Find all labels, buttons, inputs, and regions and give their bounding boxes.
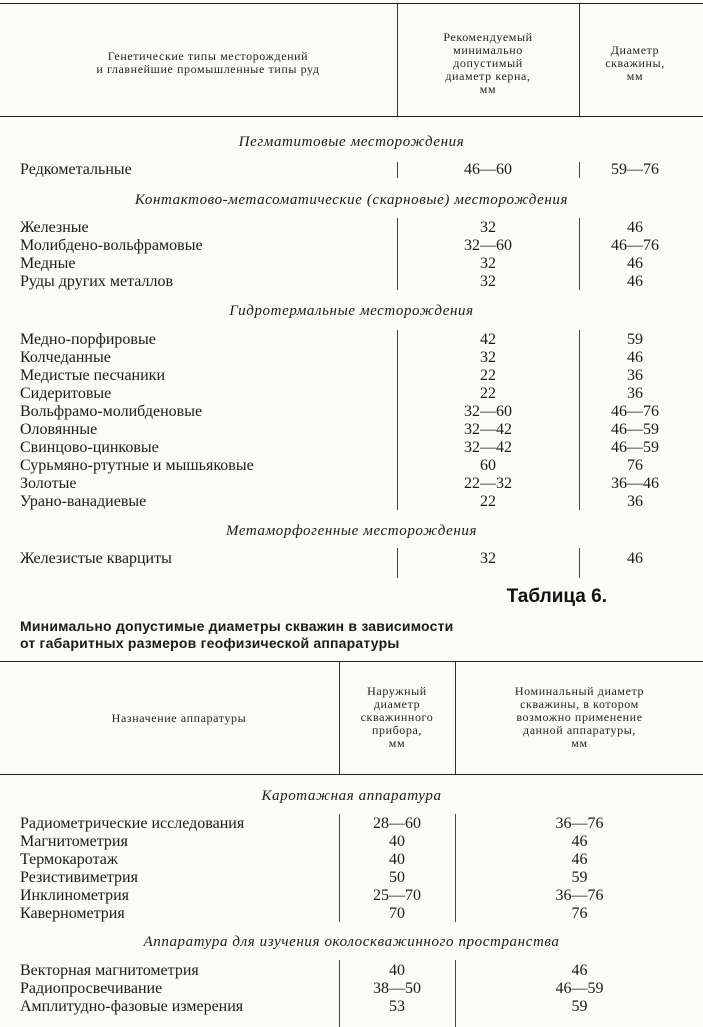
row-name: Золотые — [20, 475, 77, 492]
row-nominal-diameter: 36—76 — [555, 887, 604, 904]
row-well-diameter: 46 — [627, 550, 643, 567]
table-row — [0, 219, 703, 237]
row-nominal-diameter: 46 — [571, 851, 588, 868]
row-name: Железистые кварциты — [20, 550, 172, 567]
row-name: Радиометрические исследования — [20, 815, 245, 832]
column-divider-tick — [397, 162, 398, 178]
row-core-diameter: 32—42 — [464, 439, 512, 456]
row-name: Медно-порфировые — [20, 331, 156, 348]
column-divider-tick — [455, 814, 456, 922]
row-name: Медистые песчаники — [20, 367, 166, 384]
table-row — [0, 457, 703, 475]
row-core-diameter: 32 — [480, 219, 496, 236]
row-name: Железные — [20, 219, 89, 236]
row-well-diameter: 46—59 — [611, 421, 659, 438]
table-row — [0, 815, 703, 833]
table-row — [0, 385, 703, 403]
row-outer-diameter: 28—60 — [373, 815, 421, 832]
table6-title-line-2: от габаритных размеров геофизической аппаратуры — [20, 635, 400, 651]
table-row — [0, 349, 703, 367]
row-name: Колчеданные — [20, 349, 111, 366]
column-divider-tick — [339, 960, 340, 1027]
table5-section-title: Контактово-метасоматические (скарновые) месторождения — [134, 192, 569, 208]
column-divider-tick — [339, 814, 340, 922]
table-row — [0, 833, 703, 851]
row-core-diameter: 32 — [480, 349, 496, 366]
row-outer-diameter: 25—70 — [373, 887, 421, 904]
row-name: Резистивиметрия — [20, 869, 138, 886]
row-name: Руды других металлов — [20, 273, 174, 290]
row-name: Радиопросвечивание — [20, 980, 163, 997]
row-core-diameter: 22 — [480, 493, 496, 510]
row-core-diameter: 32—60 — [464, 403, 512, 420]
table-row — [0, 851, 703, 869]
row-nominal-diameter: 46—59 — [555, 980, 604, 997]
row-core-diameter: 22—32 — [464, 475, 512, 492]
table-row — [0, 237, 703, 255]
column-divider-tick — [397, 330, 398, 510]
row-well-diameter: 36—46 — [611, 475, 659, 492]
table-row — [0, 255, 703, 273]
row-core-diameter: 46—60 — [464, 161, 512, 178]
row-core-diameter: 32 — [480, 550, 496, 567]
table-row — [0, 493, 703, 511]
row-well-diameter: 76 — [627, 457, 643, 474]
row-nominal-diameter: 59 — [571, 869, 588, 886]
row-name: Вольфрамо-молибденовые — [20, 403, 203, 420]
table-row — [0, 421, 703, 439]
row-nominal-diameter: 36—76 — [555, 815, 604, 832]
row-outer-diameter: 70 — [389, 905, 405, 922]
row-core-diameter: 22 — [480, 367, 496, 384]
row-well-diameter: 46—76 — [611, 237, 659, 254]
row-name: Молибдено-вольфрамовые — [20, 237, 203, 254]
row-name: Магнитометрия — [20, 833, 128, 850]
table-row — [0, 273, 703, 291]
row-name: Урано-ванадиевые — [20, 493, 147, 510]
row-name: Редкометальные — [20, 161, 132, 178]
row-core-diameter: 32 — [480, 273, 496, 290]
table6-header-purpose: Назначение аппаратуры — [111, 711, 247, 725]
column-divider-tick — [397, 548, 398, 578]
table5-header-bottom-rule — [0, 116, 703, 117]
row-core-diameter: 60 — [480, 457, 496, 474]
table-row — [0, 905, 703, 923]
row-name: Векторная магнитометрия — [20, 962, 199, 979]
row-name: Свинцово-цинковые — [20, 439, 159, 456]
row-core-diameter: 32—42 — [464, 421, 512, 438]
table5-section-title: Метаморфогенные месторождения — [225, 523, 478, 539]
table-row — [0, 962, 703, 980]
row-name: Термокаротаж — [20, 851, 118, 868]
table5-header-genetic-types: Генетические типы месторождений и главнейшие промышленные типы руд — [96, 49, 320, 76]
column-divider-tick — [579, 218, 580, 290]
table6-top-rule — [0, 661, 703, 662]
row-core-diameter: 22 — [480, 385, 496, 402]
table-row — [0, 550, 703, 568]
row-nominal-diameter: 46 — [571, 833, 588, 850]
row-nominal-diameter: 59 — [571, 998, 588, 1015]
table-row — [0, 869, 703, 887]
table-row — [0, 367, 703, 385]
row-well-diameter: 46 — [627, 219, 643, 236]
column-divider-tick — [455, 960, 456, 1027]
row-well-diameter: 36 — [627, 493, 643, 510]
row-well-diameter: 36 — [627, 367, 643, 384]
table-row — [0, 998, 703, 1016]
row-outer-diameter: 40 — [389, 962, 405, 979]
row-name: Медные — [20, 255, 76, 272]
table5-header-well-diameter: Диаметр скважины, мм — [605, 43, 665, 83]
row-name: Оловянные — [20, 421, 98, 438]
row-well-diameter: 46 — [627, 273, 643, 290]
row-outer-diameter: 38—50 — [373, 980, 421, 997]
row-name: Сидеритовые — [20, 385, 112, 402]
table-row — [0, 161, 703, 179]
table5-section-title: Пегматитовые месторождения — [238, 134, 465, 150]
row-name: Кавернометрия — [20, 905, 125, 922]
table-row — [0, 331, 703, 349]
row-name: Амплитудно-фазовые измерения — [20, 998, 244, 1015]
table5-header-core-diameter: Рекомендуемый минимально допустимый диаметр керна, мм — [443, 30, 533, 96]
row-well-diameter: 59—76 — [611, 161, 659, 178]
row-well-diameter: 46 — [627, 349, 643, 366]
row-well-diameter: 59 — [627, 331, 643, 348]
row-core-diameter: 32—60 — [464, 237, 512, 254]
row-name: Инклинометрия — [20, 887, 130, 904]
column-divider-tick — [579, 162, 580, 178]
row-core-diameter: 42 — [480, 331, 496, 348]
table-row — [0, 439, 703, 457]
table-row — [0, 887, 703, 905]
row-well-diameter: 36 — [627, 385, 643, 402]
row-name: Сурьмяно-ртутные и мышьяковые — [20, 457, 254, 474]
row-well-diameter: 46—59 — [611, 439, 659, 456]
table6-header-outer-diameter: Наружный диаметр скважинного прибора, мм — [360, 684, 434, 750]
row-well-diameter: 46—76 — [611, 403, 659, 420]
table6-title — [20, 618, 453, 652]
table-row — [0, 980, 703, 998]
row-outer-diameter: 40 — [389, 833, 405, 850]
table5-top-rule — [0, 3, 703, 4]
row-nominal-diameter: 46 — [571, 962, 588, 979]
row-outer-diameter: 53 — [389, 998, 405, 1015]
row-well-diameter: 46 — [627, 255, 643, 272]
column-divider-tick — [579, 330, 580, 510]
row-outer-diameter: 40 — [389, 851, 405, 868]
column-divider-tick — [397, 218, 398, 290]
table6-title-line-1: Минимально допустимые диаметры скважин в зависимости — [20, 618, 454, 634]
table-number-label: Таблица 6. — [506, 586, 607, 607]
table-row — [0, 403, 703, 421]
table5-section-title: Гидротермальные месторождения — [229, 303, 474, 319]
table-row — [0, 475, 703, 493]
row-nominal-diameter: 76 — [571, 905, 588, 922]
row-outer-diameter: 50 — [389, 869, 405, 886]
table6-section-title: Каротажная аппаратура — [261, 788, 442, 804]
row-core-diameter: 32 — [480, 255, 496, 272]
column-divider-tick — [579, 548, 580, 578]
table6-header-bottom-rule — [0, 774, 703, 775]
table6-section-title: Аппаратура для изучения околоскважинного пространства — [143, 934, 560, 950]
table6-header-nominal-diameter: Номинальный диаметр скважины, в котором возможно применение данной аппаратуры, мм — [514, 684, 645, 750]
